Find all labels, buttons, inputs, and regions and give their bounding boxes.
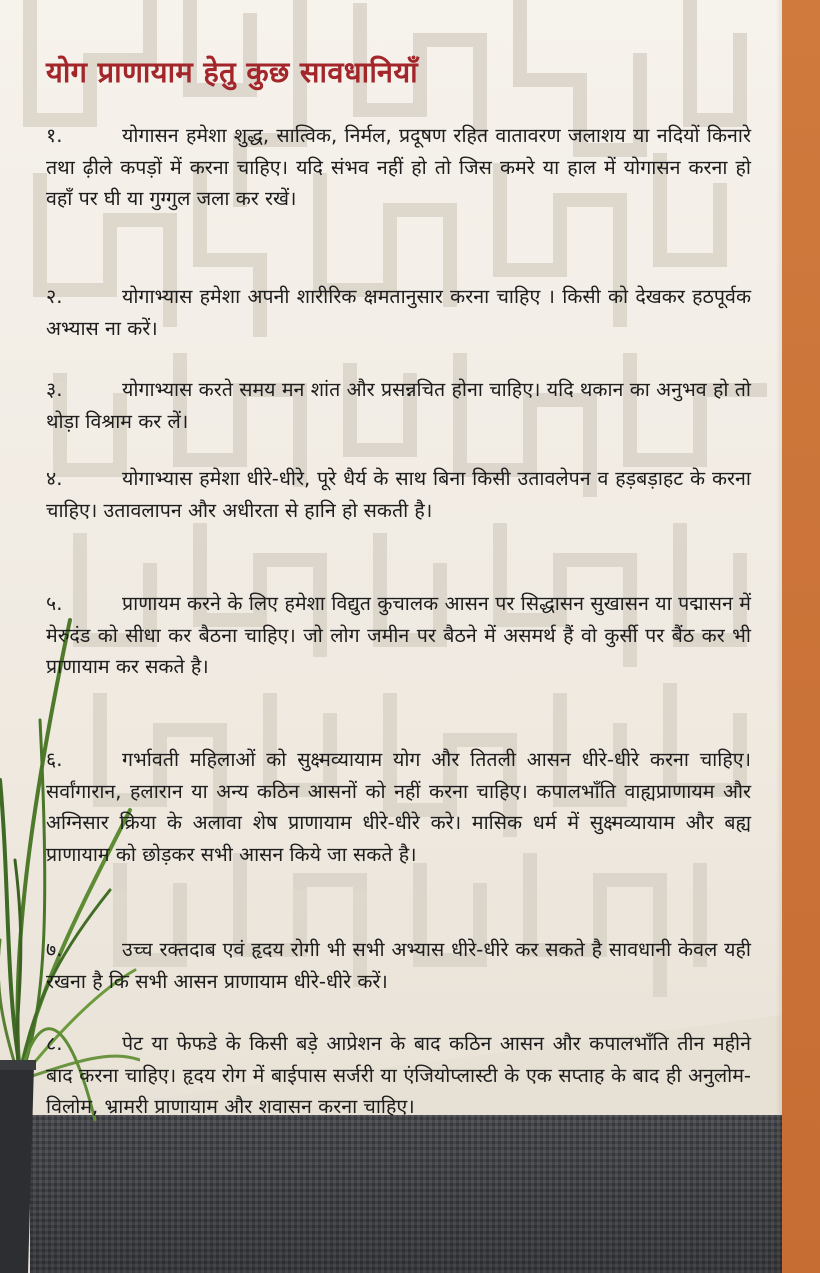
- item-number: ५.: [46, 592, 63, 615]
- item-text: पेट या फेफडे के किसी बड़े आप्रेशन के बाद कठिन आसन और कपालभाँति तीन महीने बाद करना चाहिए। हृदय रोग में बाईपास सर्जरी या एंजियोप्लास्टी के एक सप्ताह के बाद ही अनुलोम-विलोम, भ्रामरी प्राणायाम और शवासन करना चाहिए।: [46, 1032, 751, 1119]
- precaution-item-4: [46, 463, 751, 526]
- item-number: १.: [46, 124, 63, 147]
- precaution-item-6: [46, 744, 751, 870]
- item-number: ३.: [46, 378, 63, 401]
- item-text: प्राणायम करने के लिए हमेशा विद्युत कुचालक आसन पर सिद्धासन सुखासन या पद्मासन में मेरुदंड को सीधा कर बैठना चाहिए। जो लोग जमीन पर बैठने में असमर्थ हैं वो कुर्सी पर बैंठ कर भी प्राणायाम कर सकते है।: [46, 592, 751, 679]
- item-text: उच्च रक्तदाब एवं हृदय रोगी भी सभी अभ्यास धीरे-धीरे कर सकते है सावधानी केवल यही रखना है कि सभी आसन प्राणायाम धीरे-धीरे करें।: [46, 938, 751, 993]
- precaution-item-5: [46, 588, 751, 683]
- item-text: योगाभ्यास हमेशा अपनी शारीरिक क्षमतानुसार करना चाहिए । किसी को देखकर हठपूर्वक अभ्यास ना करें।: [46, 285, 751, 340]
- precaution-item-8: [46, 1028, 751, 1123]
- item-text: योगाभ्यास हमेशा धीरे-धीरे, पूरे धैर्य के साथ बिना किसी उतावलेपन व हड़बड़ाहट के करना चाहिए। उतावलापन और अधीरता से हानि हो सकती है।: [46, 467, 751, 522]
- item-text: योगासन हमेशा शुद्ध, सात्विक, निर्मल, प्रदूषण रहित वातावरण जलाशय या नदियों किनारे तथा ढ़ीले कपड़ों में करना चाहिए। यदि संभव नहीं हो तो जिस कमरे या हाल में योगासन करना हो वहाँ पर घी या गुग्गुल जला कर रखें।: [46, 124, 751, 211]
- item-number: २.: [46, 285, 63, 308]
- item-number: ८.: [46, 1032, 63, 1055]
- item-number: ७.: [46, 938, 63, 961]
- page-title: योग प्राणायाम हेतु कुछ सावधानियाँ: [46, 55, 418, 89]
- item-number: ४.: [46, 467, 63, 490]
- item-text: योगाभ्यास करते समय मन शांत और प्रसन्नचित होना चाहिए। यदि थकान का अनुभव हो तो थोड़ा विश्राम कर लें।: [46, 378, 751, 433]
- precaution-item-2: [46, 281, 751, 344]
- item-number: ६.: [46, 748, 63, 771]
- item-text: गर्भावती महिलाओं को सुक्ष्मव्यायाम योग और तितली आसन धीरे-धीरे करना चाहिए। सर्वांगारान, हलारान या अन्य कठिन आसनों को नहीं करना चाहिए। कपालभाँति वाह्यप्राणायम और अग्निसार क्रिया के अलावा शेष प्राणायाम धीरे-धीरे करे। मासिक धर्म में सुक्ष्मव्यायाम और बह्य प्राणायाम को छोड़कर सभी आसन किये जा सकते है।: [46, 748, 751, 866]
- precaution-item-7: [46, 934, 751, 997]
- orange-accent-strip: [782, 0, 820, 1273]
- precaution-item-1: [46, 120, 751, 215]
- precaution-item-3: [46, 374, 751, 437]
